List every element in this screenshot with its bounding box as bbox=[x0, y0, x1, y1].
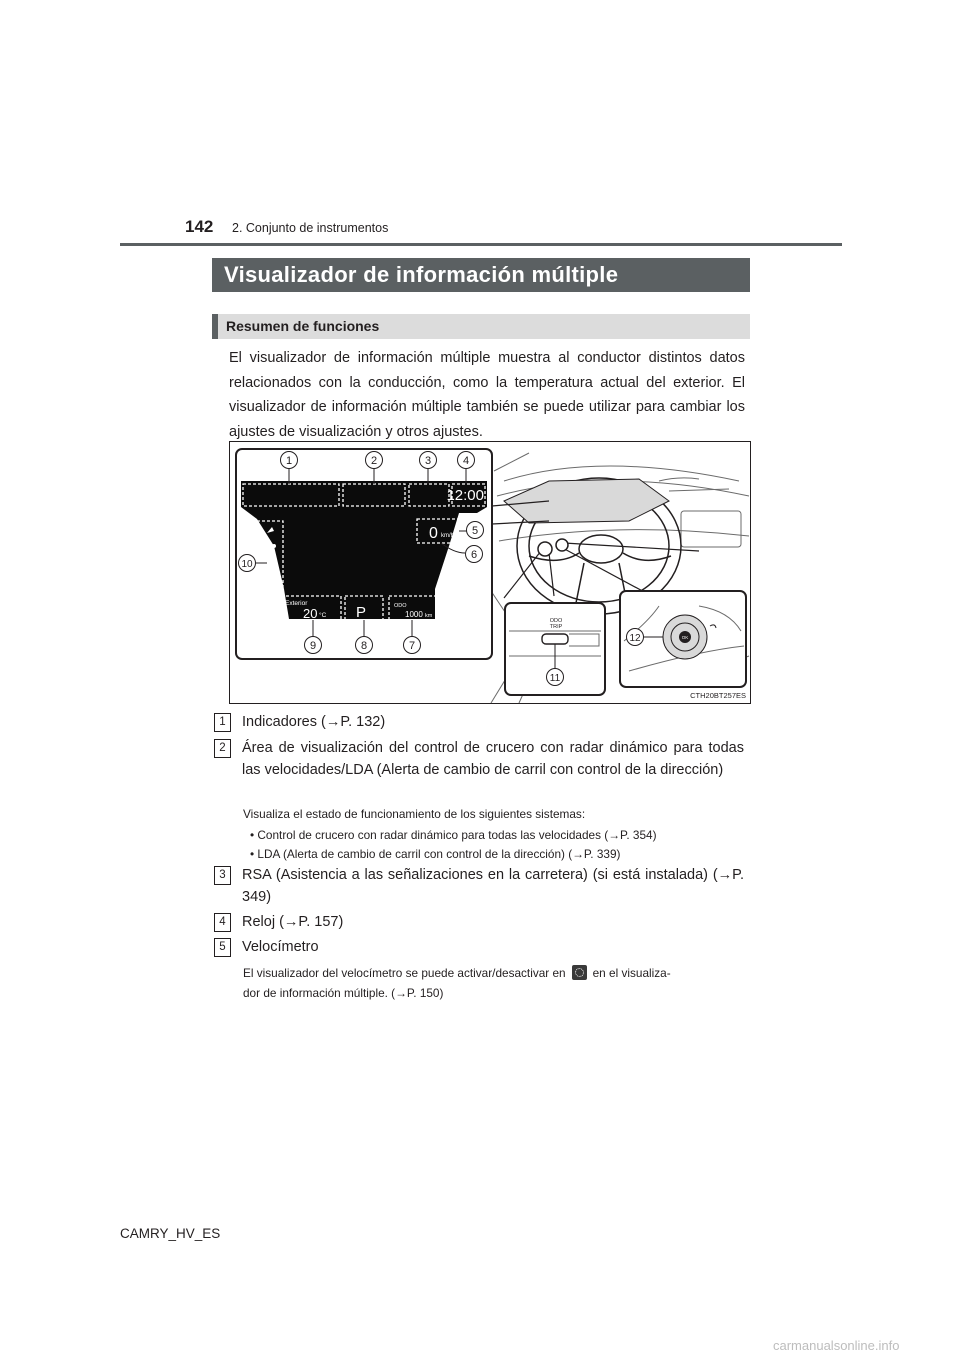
callout-3-label: 3 bbox=[424, 455, 432, 467]
display-speed-unit: km/h bbox=[441, 533, 455, 539]
header-rule bbox=[120, 243, 842, 246]
page-title: Visualizador de información múltiple bbox=[224, 262, 619, 287]
watermark: carmanualsonline.info bbox=[773, 1338, 900, 1353]
callout-4-label: 4 bbox=[462, 455, 470, 467]
title-bar bbox=[212, 258, 750, 292]
display-gear: P bbox=[356, 604, 367, 621]
callout-2-label: 2 bbox=[370, 455, 378, 467]
callout-10-label: 10 bbox=[241, 559, 253, 570]
item-5-note-text: El visualizador del velocímetro se puede activar/desactivar en bbox=[243, 966, 566, 980]
callout-11-label: 11 bbox=[549, 673, 561, 684]
item-number: 5 bbox=[214, 938, 231, 957]
item-5-note-text-end: en el visualiza- bbox=[592, 966, 671, 980]
ok-button-label: OK bbox=[681, 635, 689, 640]
display-odo-label: ODO bbox=[394, 603, 407, 609]
page-number: 142 bbox=[185, 217, 214, 236]
callout-9-label: 9 bbox=[309, 640, 317, 652]
display-temp-unit: °C bbox=[319, 612, 327, 619]
callout-7-label: 7 bbox=[408, 640, 416, 652]
item-number: 3 bbox=[214, 866, 231, 885]
display-odo-value: 1000 bbox=[405, 610, 423, 619]
callout-8-label: 8 bbox=[360, 640, 368, 652]
item-5-note-line-2: dor de información múltiple. (→P. 150) bbox=[243, 986, 444, 1000]
display-speed: 0 bbox=[429, 525, 438, 542]
odo-button-label-2: TRIP bbox=[549, 624, 563, 630]
figure-illustration bbox=[229, 441, 751, 704]
callout-12-label: 12 bbox=[629, 633, 641, 644]
display-exterior-label: Exterior bbox=[285, 600, 308, 607]
subsection-bar bbox=[212, 314, 750, 339]
callout-1-label: 1 bbox=[285, 455, 293, 467]
item-text: Indicadores (→P. 132) bbox=[242, 714, 386, 730]
switch-knob bbox=[556, 539, 568, 551]
footer-code: CAMRY_HV_ES bbox=[120, 1226, 221, 1241]
odo-button-label-1: ODO bbox=[549, 618, 563, 624]
item-text: RSA (Asistencia a las señalizaciones en la carretera) (si está instalada) (→P. 349) bbox=[242, 867, 744, 905]
subsection-accent bbox=[212, 314, 218, 339]
instrument-figure bbox=[229, 441, 751, 704]
item-2-note: Visualiza el estado de funcionamiento de los siguientes sistemas: bbox=[243, 807, 586, 821]
intro-paragraph: El visualizador de información múltiple muestra al conductor distintos datos relacionados con la conducción, como la temperatura actual del exterior. El visualizador de información múltiple también se puede utilizar para cambiar los ajustes de visualización y otros ajustes. bbox=[229, 350, 745, 440]
display-odo-unit: km bbox=[425, 613, 433, 619]
odo-trip-button bbox=[542, 634, 568, 644]
item-5-note bbox=[243, 964, 671, 983]
figure-code: CTH20BT257ES bbox=[690, 691, 746, 700]
lever-knob bbox=[538, 542, 552, 556]
item-text: Reloj (→P. 157) bbox=[242, 914, 344, 930]
item-number: 1 bbox=[214, 713, 231, 732]
item-text: Área de visualización del control de crucero con radar dinámico para todas las velocidades/LDA (Alerta de cambio de carril con control de la dirección) bbox=[242, 740, 744, 778]
item-2-bullet: • Control de crucero con radar dinámico para todas las velocidades (→P. 354) bbox=[250, 828, 657, 842]
subsection-title: Resumen de funciones bbox=[226, 318, 380, 334]
display-clock: 12:00 bbox=[446, 487, 484, 504]
section-label: 2. Conjunto de instrumentos bbox=[232, 221, 389, 235]
callout-6-label: 6 bbox=[470, 549, 478, 561]
item-2-bullet: • LDA (Alerta de cambio de carril con control de la dirección) (→P. 339) bbox=[250, 847, 621, 861]
gear-icon bbox=[572, 965, 587, 980]
callout-5-label: 5 bbox=[471, 525, 479, 537]
item-text: Velocímetro bbox=[242, 939, 319, 955]
display-temperature: 20 bbox=[303, 606, 318, 621]
item-number: 4 bbox=[214, 913, 231, 932]
item-number: 2 bbox=[214, 739, 231, 758]
